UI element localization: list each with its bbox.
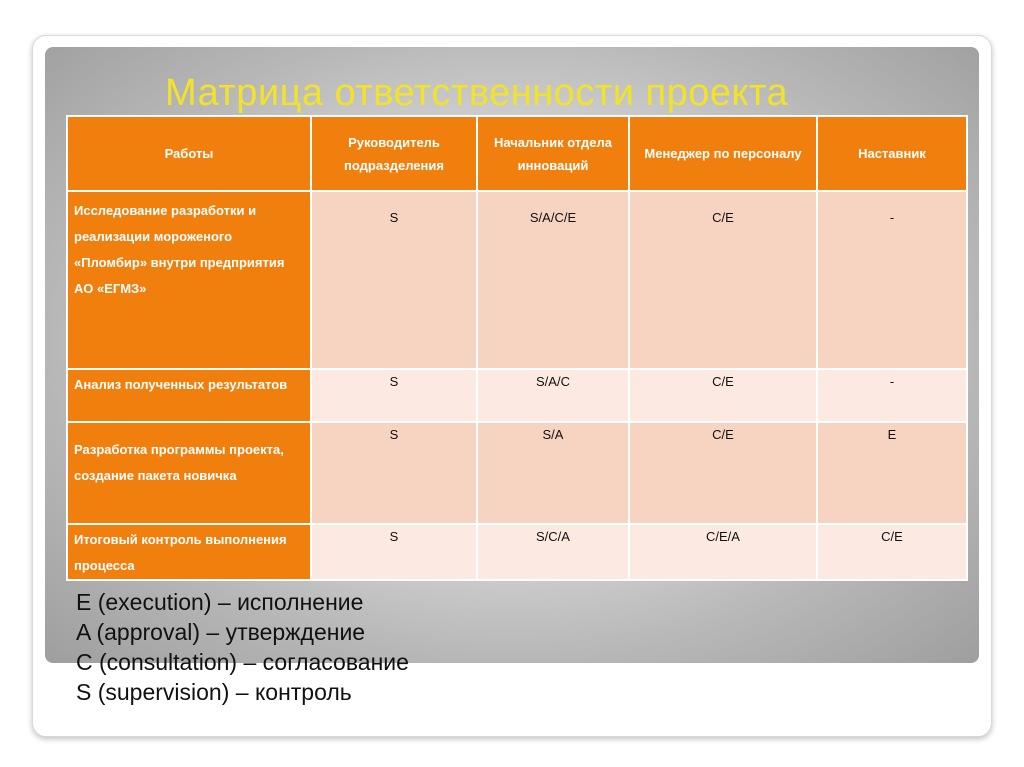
legend-item-approval: A (approval) – утверждение xyxy=(76,619,366,645)
header-row xyxy=(67,116,967,191)
row-work-label: Исследование разработки и реализации мороженого «Пломбир» внутри предприятия АО «ЕГМЗ» xyxy=(67,191,311,369)
responsibility-matrix xyxy=(66,115,968,581)
legend xyxy=(76,587,409,707)
table-cell: S/A xyxy=(477,422,629,524)
header-hr-manager: Менеджер по персоналу xyxy=(629,116,817,191)
table-cell: - xyxy=(817,369,967,422)
table-row xyxy=(67,369,967,422)
legend-item-execution: E (execution) – исполнение xyxy=(76,589,364,615)
table-cell: C/E/A xyxy=(629,524,817,580)
table-row xyxy=(67,191,967,369)
header-works: Работы xyxy=(67,116,311,191)
legend-item-consultation: C (consultation) – согласование xyxy=(76,649,409,675)
table-cell: S xyxy=(311,369,477,422)
table-row xyxy=(67,524,967,580)
table-cell: C/E xyxy=(629,191,817,369)
table-cell: C/E xyxy=(629,369,817,422)
table-cell: S/A/C xyxy=(477,369,629,422)
table-cell: C/E xyxy=(629,422,817,524)
table-cell: S xyxy=(311,191,477,369)
table-cell: S xyxy=(311,524,477,580)
header-innovation-head: Начальник отдела инноваций xyxy=(477,116,629,191)
row-work-label: Итоговый контроль выполнения процесса xyxy=(67,524,311,580)
header-unit-head: Руководитель подразделения xyxy=(311,116,477,191)
slide-title: Матрица ответственности проекта xyxy=(165,72,789,114)
table-cell: S xyxy=(311,422,477,524)
table-cell: S/A/C/E xyxy=(477,191,629,369)
row-work-label: Разработка программы проекта, создание пакета новичка xyxy=(67,422,311,524)
legend-item-supervision: S (supervision) – контроль xyxy=(76,679,352,705)
row-work-label: Анализ полученных результатов xyxy=(67,369,311,422)
header-mentor: Наставник xyxy=(817,116,967,191)
table-cell: - xyxy=(817,191,967,369)
table-cell: E xyxy=(817,422,967,524)
table-cell: S/C/A xyxy=(477,524,629,580)
table-row xyxy=(67,422,967,524)
table-cell: C/E xyxy=(817,524,967,580)
